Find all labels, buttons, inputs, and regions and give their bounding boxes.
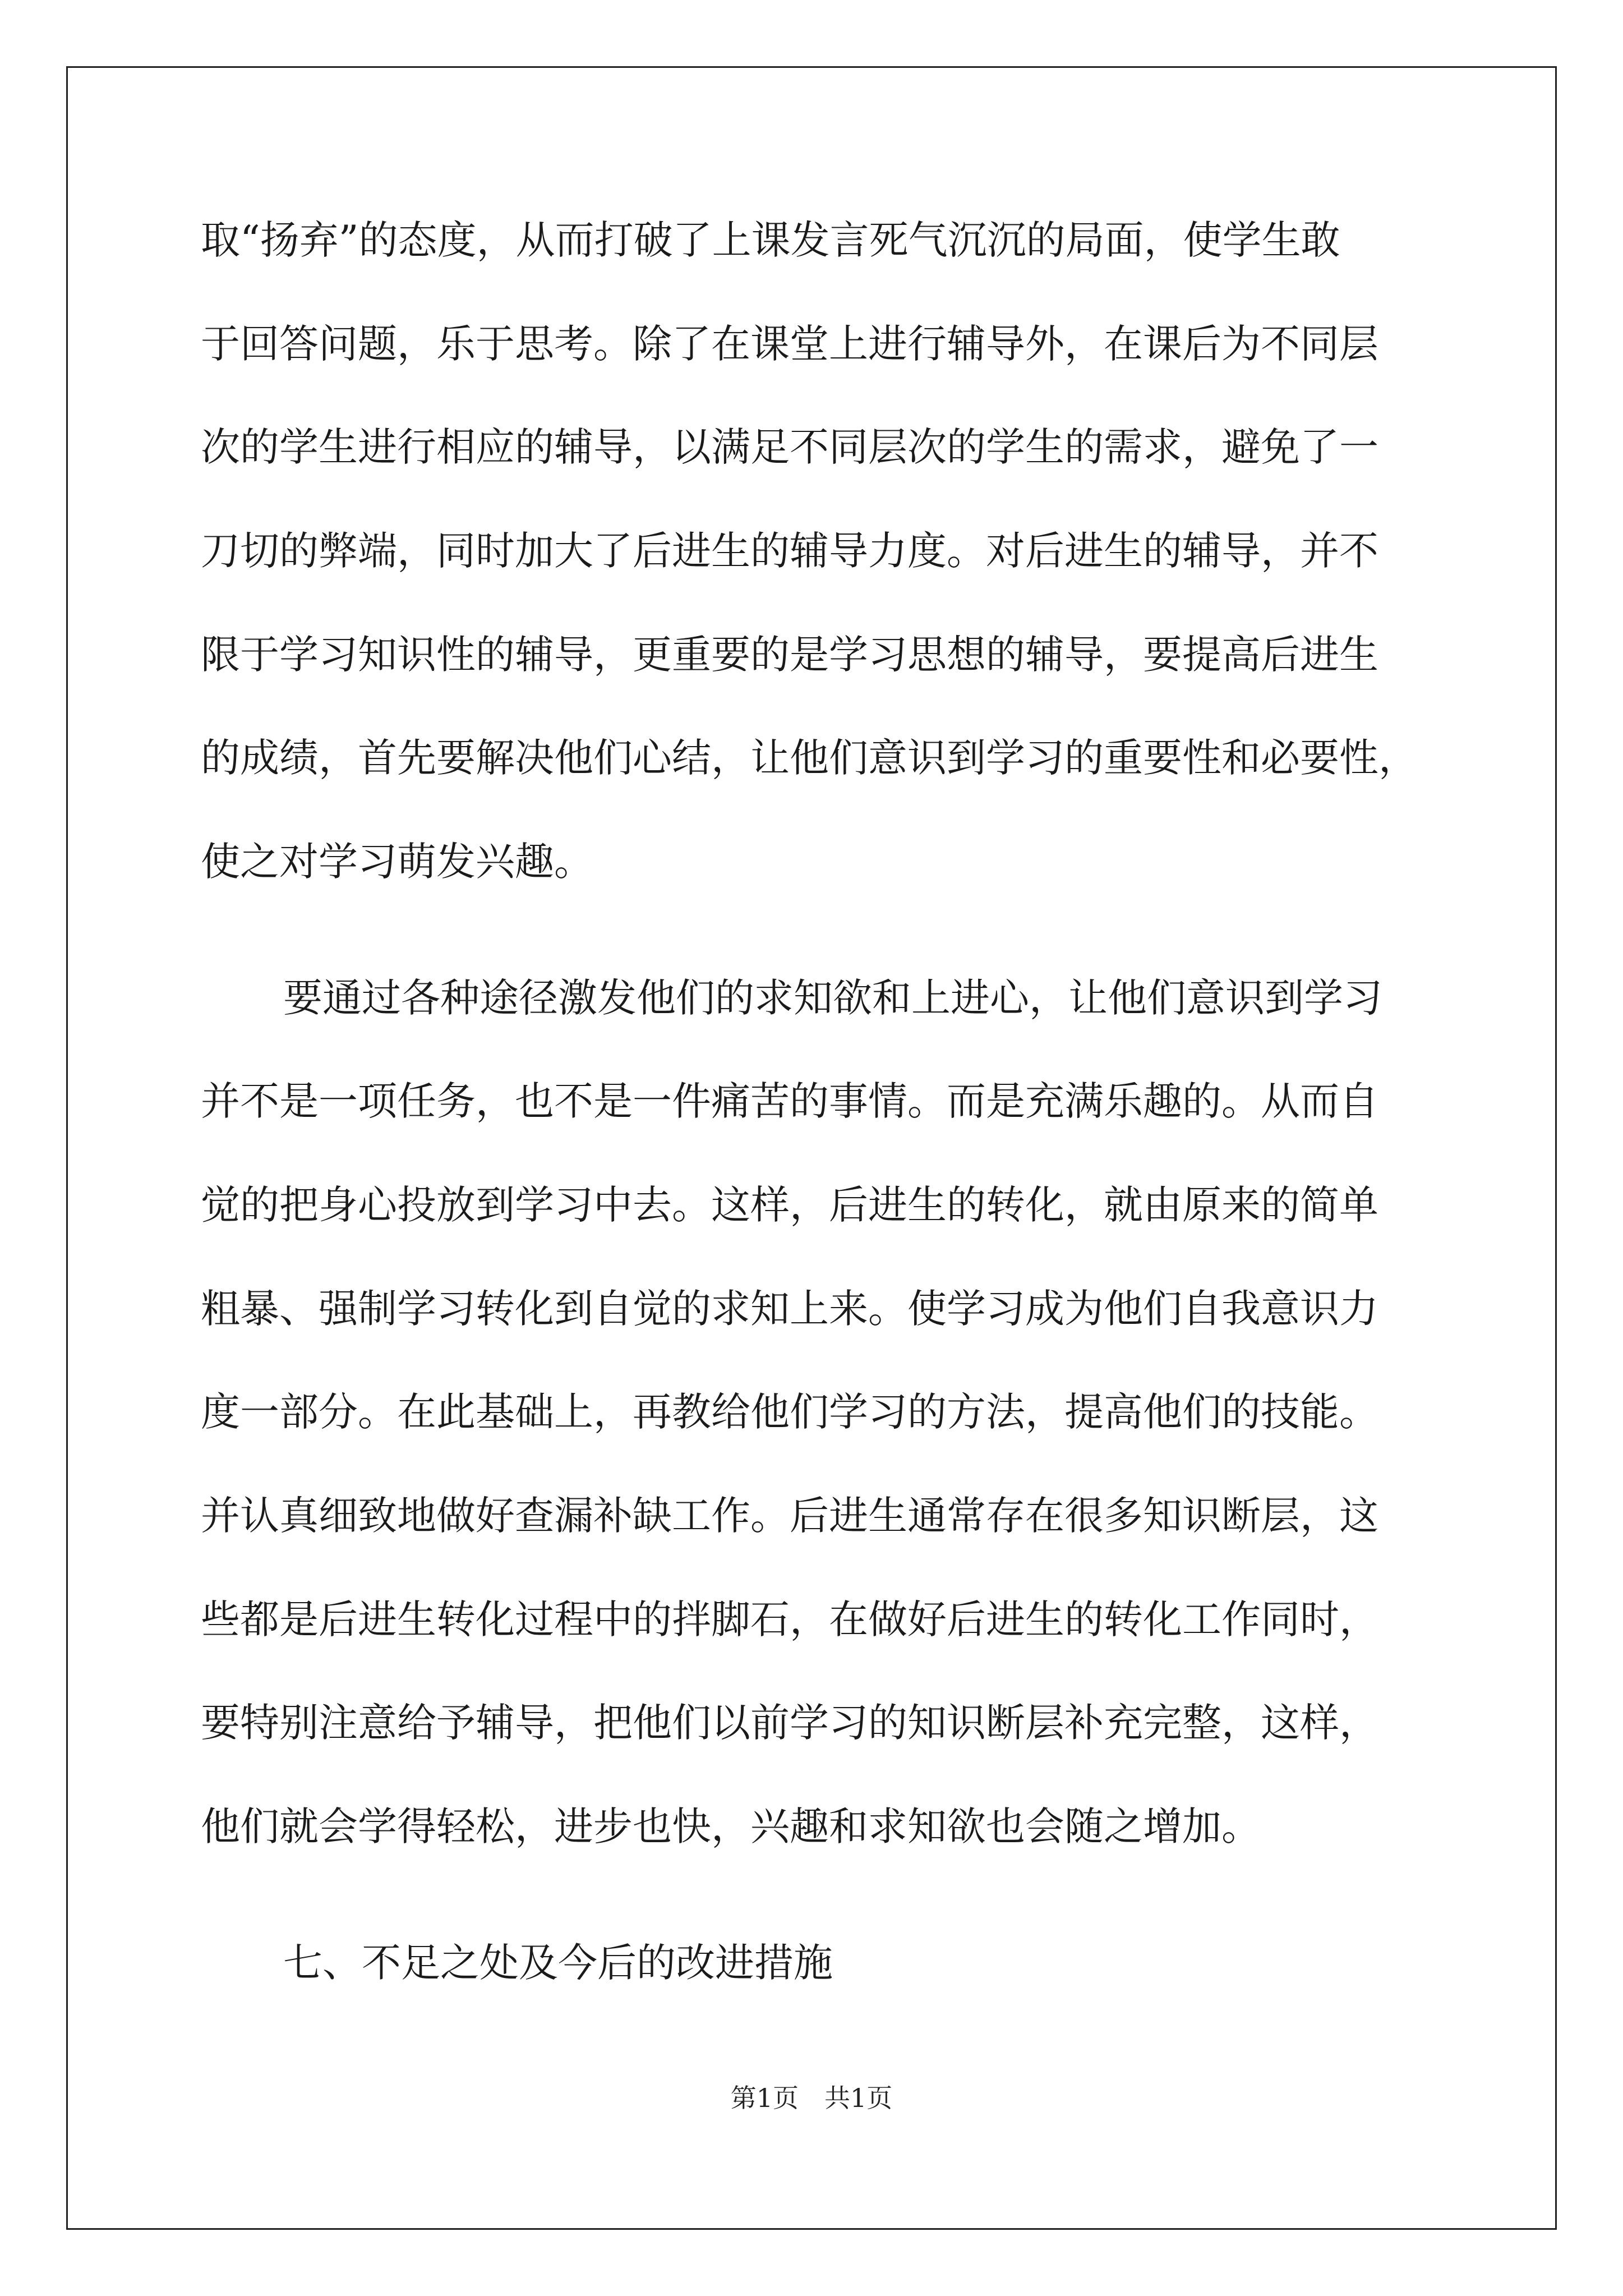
text-line: 并认真细致地做好查漏补缺工作。后进生通常存在很多知识断层，这 <box>201 1493 1378 1539</box>
page-number-footer: 第1页 共1页 <box>730 2083 893 2113</box>
paragraph-first-line: 要通过各种途径激发他们的求知欲和上进心，让他们意识到学习 <box>283 975 1382 1021</box>
page-border <box>66 66 1557 2230</box>
text-line: 并不是一项任务，也不是一件痛苦的事情。而是充满乐趣的。从而自 <box>201 1078 1378 1124</box>
text-line: 的成绩，首先要解决他们心结，让他们意识到学习的重要性和必要性， <box>201 735 1418 781</box>
text-line: 度一部分。在此基础上，再教给他们学习的方法，提高他们的技能。 <box>201 1389 1378 1435</box>
text-line: 要特别注意给予辅导，把他们以前学习的知识断层补充完整，这样， <box>201 1700 1378 1746</box>
text-line: 觉的把身心投放到学习中去。这样，后进生的转化，就由原来的简单 <box>201 1182 1378 1228</box>
text-line: 取“扬弃”的态度，从而打破了上课发言死气沉沉的局面，使学生敢 <box>201 217 1340 263</box>
text-line: 限于学习知识性的辅导，更重要的是学习思想的辅导，要提高后进生 <box>201 632 1378 678</box>
section-heading: 七、不足之处及今后的改进措施 <box>283 1940 833 1986</box>
text-line: 使之对学习萌发兴趣。 <box>201 839 593 885</box>
text-line: 次的学生进行相应的辅导，以满足不同层次的学生的需求，避免了一 <box>201 424 1378 470</box>
text-line: 他们就会学得轻松，进步也快，兴趣和求知欲也会随之增加。 <box>201 1803 1261 1849</box>
text-line: 粗暴、强制学习转化到自觉的求知上来。使学习成为他们自我意识力 <box>201 1286 1378 1332</box>
text-line: 刀切的弊端，同时加大了后进生的辅导力度。对后进生的辅导，并不 <box>201 528 1378 574</box>
text-line: 于回答问题，乐于思考。除了在课堂上进行辅导外，在课后为不同层 <box>201 321 1378 367</box>
text-line: 些都是后进生转化过程中的拌脚石，在做好后进生的转化工作同时， <box>201 1596 1378 1642</box>
